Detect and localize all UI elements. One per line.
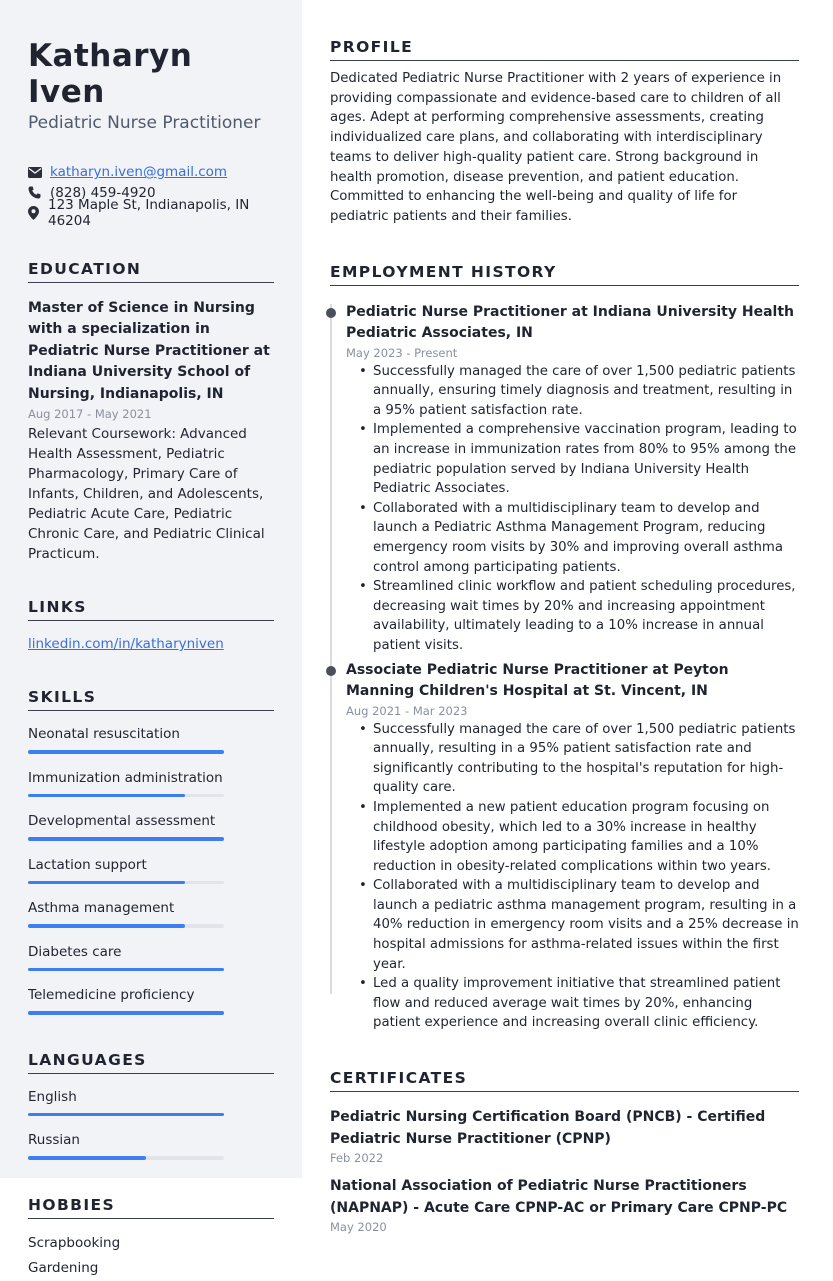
- job-title: Pediatric Nurse Practitioner at Indiana University Health Pediatric Associates, IN: [346, 303, 794, 342]
- skill-item: [28, 769, 274, 798]
- job-bullet: • Led a quality improvement initiative that streamlined patient flow and reduced average wait times by 20%, enhancing patient experience and increasing overall clinic efficiency.: [373, 974, 799, 1033]
- job-entry: [330, 302, 799, 656]
- phone-icon: [28, 186, 50, 199]
- map-pin-icon: [28, 206, 48, 220]
- education-heading: EDUCATION: [28, 260, 274, 283]
- job-title: Associate Pediatric Nurse Practitioner at Peyton Manning Children's Hospital at St. Vincent, IN: [346, 661, 729, 700]
- envelope-icon: [28, 167, 50, 178]
- skill-item-level-track: [28, 881, 224, 885]
- skill-item-level-bar: [28, 924, 185, 928]
- skill-item-name: Immunization administration: [28, 769, 223, 786]
- skill-item-level-bar: [28, 750, 224, 754]
- skill-item: [28, 812, 274, 841]
- language-item: [28, 1131, 274, 1160]
- skill-item-name: Asthma management: [28, 900, 175, 916]
- skill-item-name: Lactation support: [28, 856, 147, 873]
- skill-item-level-track: [28, 1011, 224, 1015]
- education-coursework: Relevant Coursework: Advanced Health Assessment, Pediatric Pharmacology, Primary Care of Infants, Children, and Adolescents, Pediatric Acute Care, Pediatric Chronic Care, and Pediatric Clinical Practicum.: [28, 426, 265, 562]
- job-bullet: • Collaborated with a multidisciplinary team to develop and launch a Pediatric Asthma Management Program, reducing emergency room visits by 30% and improving overall asthma control among participating patients.: [373, 499, 799, 577]
- hobby-item: Scrapbooking: [28, 1234, 121, 1251]
- skill-item-level-bar: [28, 881, 185, 885]
- language-item-level-bar: [28, 1156, 146, 1160]
- language-item-level-track: [28, 1156, 224, 1160]
- hobby-item: Gardening: [28, 1259, 99, 1276]
- job-entry: [330, 660, 799, 1034]
- certificates-heading: CERTIFICATES: [330, 1069, 799, 1092]
- links-heading: LINKS: [28, 598, 274, 621]
- language-item: [28, 1088, 274, 1117]
- skill-item-level-bar: [28, 837, 224, 841]
- timeline-dot: [326, 308, 336, 318]
- skills-heading: SKILLS: [28, 688, 274, 711]
- skill-item-level-track: [28, 750, 224, 754]
- certificate-title: National Association of Pediatric Nurse Practitioners (NAPNAP) - Acute Care CPNP-AC or Primary Care CPNP-PC: [330, 1178, 788, 1216]
- skill-item: [28, 986, 274, 1015]
- skill-item: [28, 856, 274, 885]
- contact-address-row: [28, 197, 274, 230]
- job-bullets: [346, 362, 799, 656]
- job-bullet: • Implemented a comprehensive vaccination program, leading to an increase in immunization rates from 80% to 95% among the pediatric population served by Indiana University Health Pediatric Associates.: [373, 420, 799, 498]
- job-bullet: • Successfully managed the care of over 1,500 pediatric patients annually, ensuring timely diagnosis and treatment, resulting in a 95% patient satisfaction rate.: [373, 362, 799, 421]
- employment-heading: EMPLOYMENT HISTORY: [330, 263, 799, 286]
- skill-item-level-bar: [28, 968, 224, 972]
- certificate-entry: [330, 1107, 799, 1165]
- candidate-title: Pediatric Nurse Practitioner: [28, 113, 261, 133]
- certificate-title: Pediatric Nursing Certification Board (PNCB) - Certified Pediatric Nurse Practitioner (CPNP): [330, 1109, 766, 1147]
- skill-item-level-track: [28, 968, 224, 972]
- profile-heading: PROFILE: [330, 38, 799, 61]
- skill-item-level-track: [28, 794, 224, 798]
- job-bullet: • Collaborated with a multidisciplinary team to develop and launch a pediatric asthma management program, resulting in a 40% reduction in emergency room visits and a 25% decrease in hospital admissions for asthma-related issues within the first year.: [373, 876, 799, 974]
- languages-list: [28, 1088, 274, 1160]
- sidebar: [0, 0, 302, 1276]
- skill-item-name: Neonatal resuscitation: [28, 726, 180, 742]
- skill-item-level-bar: [28, 794, 185, 798]
- language-item-level-track: [28, 1113, 224, 1117]
- language-item-name: Russian: [28, 1132, 80, 1148]
- phone-number: (828) 459-4920: [50, 184, 156, 201]
- skill-item-level-track: [28, 837, 224, 841]
- education-degree: Master of Science in Nursing with a specialization in Pediatric Nurse Practitioner at Indiana University School of Nursing, Indianapolis, IN: [28, 299, 270, 402]
- certificate-date: May 2020: [330, 1220, 387, 1235]
- address-text: 123 Maple St, Indianapolis, IN 46204: [48, 197, 250, 230]
- skill-item: [28, 899, 274, 928]
- timeline-dot: [326, 666, 336, 676]
- languages-heading: LANGUAGES: [28, 1051, 274, 1074]
- email-link[interactable]: katharyn.iven@gmail.com: [50, 164, 228, 181]
- profile-text: Dedicated Pediatric Nurse Practitioner with 2 years of experience in providing compassionate and evidence-based care to children of all ages. Adept at performing comprehensive assessments, creating individualized care plans, and collaborating with interdisciplinary teams to deliver high-quality patient care. Strong background in health promotion, disease prevention, and patient education. Committed to enhancing the well-being and quality of life for pediatric patients and their families.: [330, 71, 782, 224]
- language-item-name: English: [28, 1088, 77, 1105]
- certificate-date: Feb 2022: [330, 1151, 384, 1166]
- skill-item-name: Developmental assessment: [28, 813, 216, 829]
- employment-timeline: [330, 302, 799, 1033]
- job-bullet: • Successfully managed the care of over 1,500 pediatric patients annually, resulting in a 95% patient satisfaction rate and significantly contributing to the hospital's reputation for high-quality care.: [373, 720, 799, 798]
- job-bullet: • Implemented a new patient education program focusing on childhood obesity, which led to a 30% increase in healthy lifestyle adoption among participating families and a 10% reduction in obesity-related complications within two years.: [373, 798, 799, 876]
- job-bullets: [346, 720, 799, 1034]
- main-content: [330, 38, 799, 1234]
- skill-item: [28, 943, 274, 972]
- hobbies-heading: HOBBIES: [28, 1196, 274, 1219]
- skill-item: [28, 725, 274, 754]
- candidate-name: Katharyn Iven: [28, 38, 193, 110]
- job-dates: May 2023 - Present: [346, 345, 458, 360]
- contact-email-row: [28, 162, 274, 183]
- skill-item-level-track: [28, 924, 224, 928]
- job-bullet: • Streamlined clinic workflow and patient scheduling procedures, decreasing wait times by 20% and increasing appointment availability, ultimately leading to a 10% increase in annual patient visits.: [373, 577, 799, 655]
- linkedin-link[interactable]: linkedin.com/in/katharyniven: [28, 636, 224, 652]
- job-dates: Aug 2021 - Mar 2023: [346, 703, 468, 718]
- education-dates: Aug 2017 - May 2021: [28, 407, 152, 421]
- skill-item-level-bar: [28, 1011, 224, 1015]
- contact-block: [28, 162, 274, 230]
- hobbies-list: [28, 1231, 274, 1281]
- language-item-level-bar: [28, 1113, 224, 1117]
- skills-list: [28, 725, 274, 1015]
- skill-item-name: Diabetes care: [28, 943, 122, 960]
- skill-item-name: Telemedicine proficiency: [28, 987, 195, 1003]
- certificate-entry: [330, 1176, 799, 1234]
